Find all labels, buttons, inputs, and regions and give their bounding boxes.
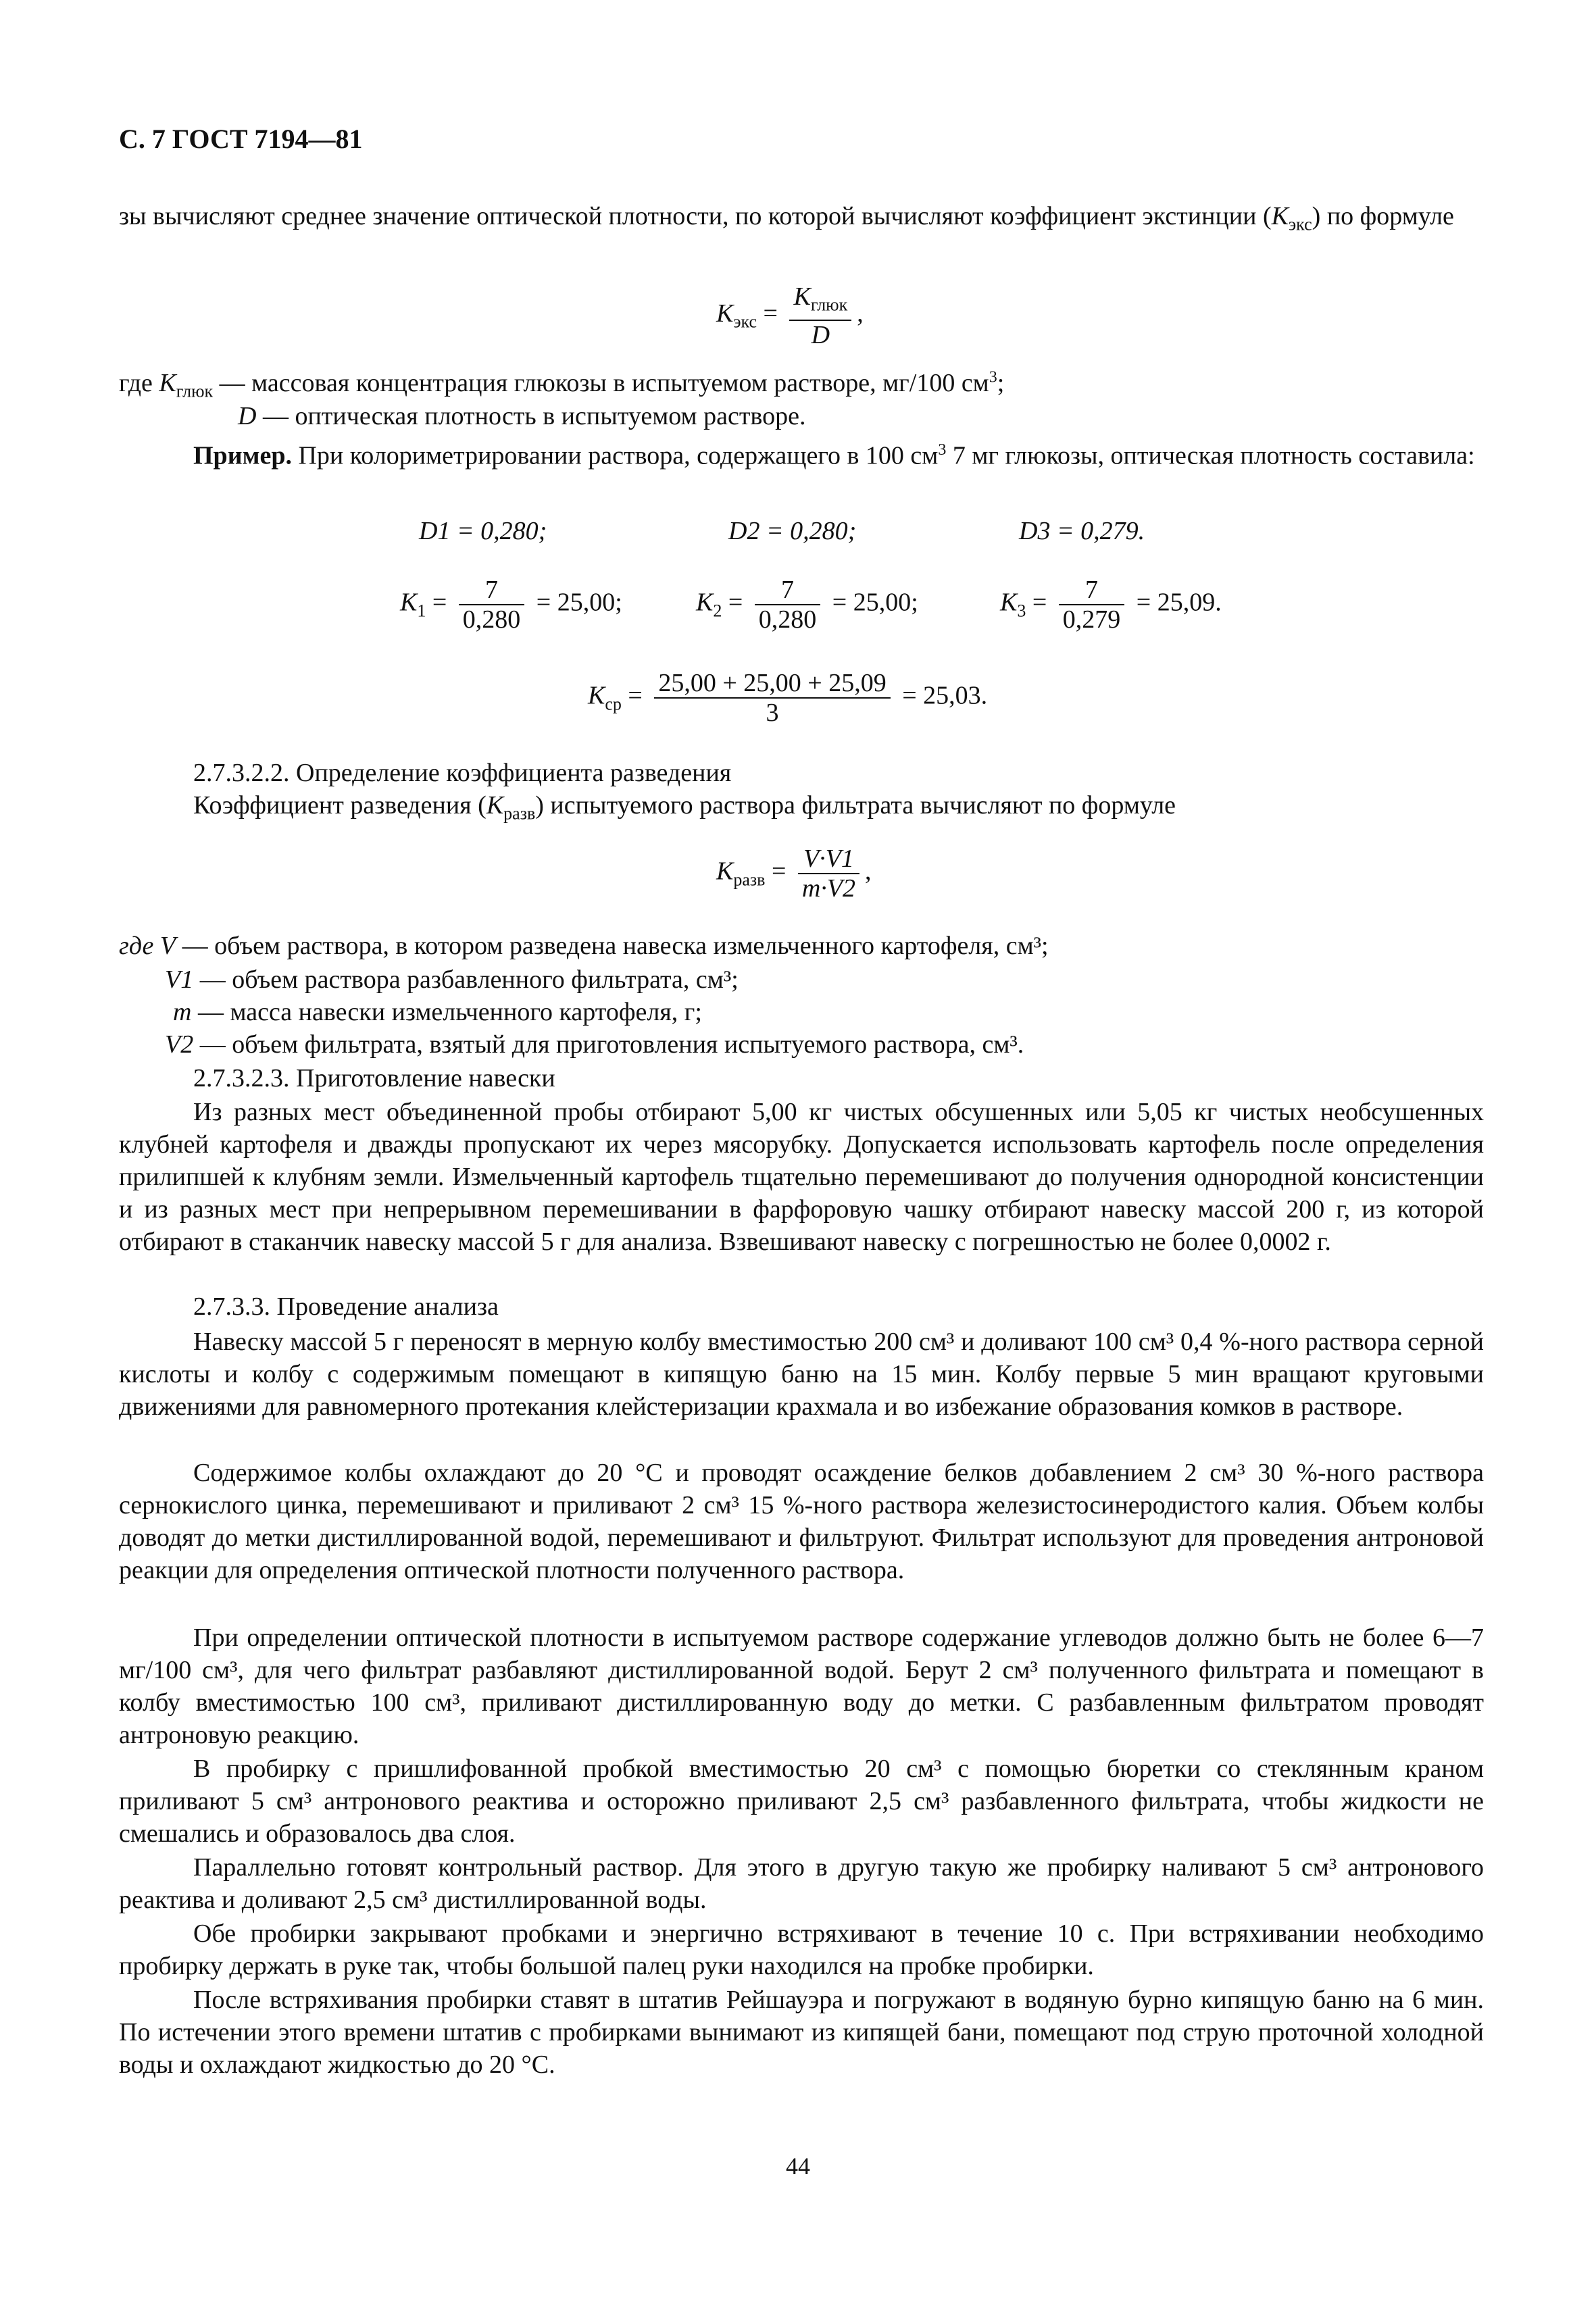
where-v1: V1 — объем раствора разбавленного фильтрата, см³; — [165, 965, 739, 994]
sample-prep-paragraph: Из разных мест объединенной пробы отбирают 5,00 кг чистых обсушенных или 5,05 кг чистых необсушенных клубней картофеля и дважды пропускают их через мясорубку. Допускается использовать картофель после определения прилипшей к клубням земли. Измельченный картофель тщательно перемешивают до получения однородной консистенции и из разных мест при непрерывном перемешивании в фарфоровую чашку отбирают навеску массой 200 г, из которой отбирают в стаканчик навеску массой 5 г для анализа. Взвешивают навеску с погрешностью не более 0,0002 г. — [119, 1098, 1484, 1256]
page-header: С. 7 ГОСТ 7194—81 — [119, 124, 363, 154]
analysis-paragraph-6: Обе пробирки закрывают пробками и энергично встряхивают в течение 10 с. При встряхивании необходимо пробирку держать в руке так, чтобы большой палец руки находился на пробке пробирки. — [119, 1919, 1484, 1980]
formula-k-razv: $K_{разв}$ = $\frac{V\cdot V1}{m\cdot V2}$ , — [716, 845, 872, 903]
where-d: D — оптическая плотность в испытуемом растворе. — [238, 402, 806, 430]
where-m: m — масса навески измельченного картофеля, г; — [173, 998, 702, 1026]
d3-value: D3 = 0,279. — [1019, 517, 1145, 545]
k1-formula: $K_1$ = $\frac{7}{0,280}$ = 25,00; — [400, 576, 622, 634]
k3-formula: $K_3$ = $\frac{7}{0,279}$ = 25,09. — [1000, 576, 1222, 634]
analysis-paragraph-2: Содержимое колбы охлаждают до 20 °С и проводят осаждение белков добавлением 2 см³ 30 %-ного раствора сернокислого цинка, перемешивают и приливают 2 см³ 15 %-ного раствора железистосинеродистого калия. Объем колбы доводят до метки дистиллированной водой, перемешивают и фильтруют. Фильтрат используют для проведения антроновой реакции для определения оптической плотности полученного раствора. — [119, 1459, 1484, 1584]
section-2-7-3-2-2: 2.7.3.2.2. Определение коэффициента разведения — [193, 759, 732, 787]
page-number: 44 — [786, 2153, 810, 2180]
analysis-paragraph-7: После встряхивания пробирки ставят в штатив Рейшауэра и погружают в водяную бурно кипящую баню на 6 мин. По истечении этого времени штатив с пробирками вынимают из кипящей бани, помещают под струю проточной холодной воды и охлаждают жидкостью до 20 °С. — [119, 1986, 1484, 2079]
coefficient-paragraph: Коэффициент разведения $(K_{разв})$ испытуемого раствора фильтрата вычисляют по формуле — [193, 791, 1176, 824]
analysis-paragraph-5: Параллельно готовят контрольный раствор. Для этого в другую такую же пробирку наливают 5 см³ антронового реактива и доливают 2,5 см³ дистиллированной воды. — [119, 1853, 1484, 1914]
where-k-gluk: где $K_{глюк}$ — массовая концентрация глюкозы в испытуемом растворе, мг/100 $см^3$; — [119, 368, 1005, 401]
section-2-7-3-2-3: 2.7.3.2.3. Приготовление навески — [193, 1064, 555, 1092]
where-v2: V2 — объем фильтрата, взятый для приготовления испытуемого раствора, см³. — [165, 1030, 1024, 1059]
where-v: где V — объем раствора, в котором разведена навеска измельченного картофеля, см³; — [119, 932, 1049, 960]
section-2-7-3-3: 2.7.3.3. Проведение анализа — [193, 1292, 499, 1321]
d2-value: D2 = 0,280; — [728, 517, 857, 545]
analysis-paragraph-4: В пробирку с пришлифованной пробкой вместимостью 20 см³ с помощью бюретки со стеклянным краном приливают 5 см³ антронового реактива и осторожно приливают 2,5 см³ разбавленного фильтрата, чтобы жидкости не смешались и образовалось два слоя. — [119, 1755, 1484, 1848]
d1-value: D1 = 0,280; — [419, 517, 547, 545]
intro-paragraph: зы вычисляют среднее значение оптической плотности, по которой вычисляют коэффициент экстинции $(K_{экс})$ по формуле — [119, 202, 1454, 234]
k2-formula: $K_2$ = $\frac{7}{0,280}$ = 25,00; — [696, 576, 918, 634]
analysis-paragraph-1: Навеску массой 5 г переносят в мерную колбу вместимостью 200 см³ и доливают 100 см³ 0,4 %-ного раствора серной кислоты и колбу с содержимым помещают в кипящую баню на 15 мин. Колбу первые 5 мин вращают круговыми движениями для равномерного протекания клейстеризации крахмала и во избежание образования комков в растворе. — [119, 1328, 1484, 1421]
analysis-paragraph-3: При определении оптической плотности в испытуемом растворе содержание углеводов должно быть не более 6—7 мг/100 см³, для чего фильтрат разбавляют дистиллированной водой. Берут 2 см³ полученного фильтрата и помещают в колбу вместимостью 100 см³, приливают дистиллированную воду до метки. С разбавленным фильтратом проводят антроновую реакцию. — [119, 1624, 1484, 1749]
formula-k-eks: $K_{экс}$ = $\frac{K_{глюк}}{D}$ , — [716, 282, 864, 349]
example-paragraph: Пример. При колориметрировании раствора, содержащего в 100 $см^3$ 7 мг глюкозы, оптическая плотность составила: — [193, 441, 1475, 470]
k-avg-formula: $K_{ср}$ = $\frac{25,00 + 25,00 + 25,09}{3}$ = 25,03. — [588, 669, 988, 727]
